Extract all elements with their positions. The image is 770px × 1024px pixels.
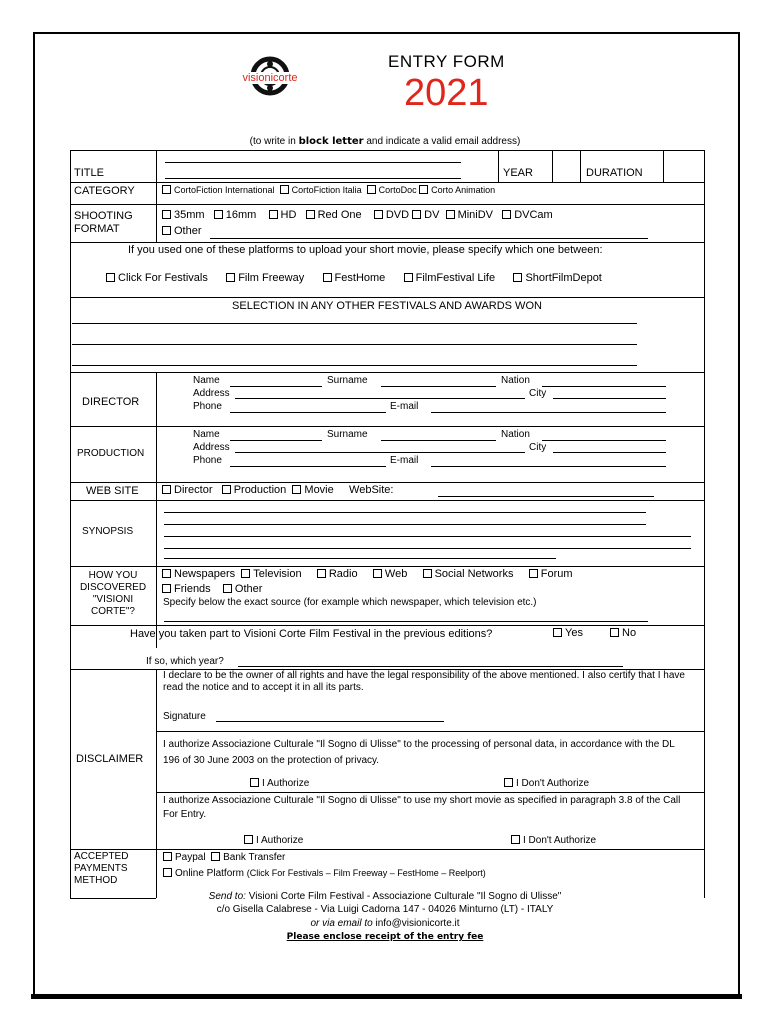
checkbox-icon [529,569,538,578]
checkbox-icon [214,210,223,219]
table-rule [704,150,705,898]
production-label: PRODUCTION [77,448,145,459]
phone-label: Phone [193,401,222,412]
table-rule [70,150,71,898]
festival-logo [230,52,310,106]
website-label: WEB SITE [86,485,139,497]
table-rule [70,372,704,373]
source-option[interactable]: Other [223,583,263,595]
surname-label: Surname [327,375,368,386]
checkbox-icon [504,778,513,787]
production-surname-field[interactable] [381,440,496,441]
movie-dont-authorize-option[interactable]: I Don't Authorize [511,835,596,846]
director-address-field[interactable] [235,398,525,399]
table-rule [156,150,157,242]
production-address-field[interactable] [235,452,525,453]
table-rule [70,566,704,567]
which-year-label: If so, which year? [146,656,224,667]
address-label: Address [193,442,230,453]
checkbox-icon [373,569,382,578]
checkbox-icon [323,273,332,282]
table-rule [70,849,704,850]
checkbox-icon [162,569,171,578]
selection-heading: SELECTION IN ANY OTHER FESTIVALS AND AWARDS WON [232,300,542,312]
checkbox-icon [269,210,278,219]
checkbox-icon [162,210,171,219]
website-field-label: WebSite: [349,484,394,496]
table-rule [580,150,581,182]
checkbox-icon [163,868,172,877]
director-nation-field[interactable] [542,386,666,387]
table-rule [70,204,704,205]
selection-line[interactable] [72,323,637,324]
duration-label: DURATION [586,167,643,179]
checkbox-icon [404,273,413,282]
production-nation-field[interactable] [542,440,666,441]
table-rule [70,242,704,243]
table-rule [156,372,157,648]
privacy-dont-authorize-option[interactable]: I Don't Authorize [504,778,589,789]
which-year-field[interactable] [238,666,623,667]
email-label: E-mail [390,401,419,412]
checkbox-icon [511,835,520,844]
payments-label: ACCEPTED PAYMENTS METHOD [74,851,129,886]
logo-text: visionicorte [242,72,298,84]
platform-option[interactable]: FilmFestival Life [404,272,495,284]
source-field[interactable] [164,621,648,622]
selection-line[interactable] [72,344,637,345]
checkbox-icon [412,210,421,219]
director-surname-field[interactable] [381,386,496,387]
director-city-field[interactable] [553,398,666,399]
production-name-field[interactable] [230,440,322,441]
selection-line[interactable] [72,365,637,366]
checkbox-icon [317,569,326,578]
shooting-format-label: SHOOTING FORMAT [74,210,133,235]
checkbox-icon [211,852,220,861]
title-field-line2[interactable] [165,178,461,179]
enclose-receipt: Please enclose receipt of the entry fee [286,932,484,942]
category-option[interactable]: CortoDoc [367,185,417,195]
checkbox-icon [446,210,455,219]
director-label: DIRECTOR [82,396,140,408]
source-option[interactable]: Forum [529,568,573,580]
format-option[interactable]: Red One [306,209,362,221]
source-option[interactable]: Friends [162,583,211,595]
category-label: CATEGORY [74,185,135,197]
category-option[interactable]: CortoFiction Italia [280,185,362,195]
format-option[interactable]: MiniDV [446,209,493,221]
director-phone-field[interactable] [230,412,386,413]
checkbox-icon [553,628,562,637]
synopsis-line[interactable] [164,536,691,537]
synopsis-line[interactable] [164,524,646,525]
category-option[interactable]: CortoFiction International [162,185,275,195]
signature-field[interactable] [216,721,444,722]
checkbox-icon [250,778,259,787]
table-rule [70,482,704,483]
checkbox-icon [502,210,511,219]
director-name-field[interactable] [230,386,322,387]
no-option[interactable]: No [610,627,636,639]
table-rule [498,150,499,182]
disclaimer-label: DISCLAIMER [76,753,144,765]
table-rule [156,731,704,732]
synopsis-label: SYNOPSIS [82,526,134,537]
source-option[interactable]: Television [241,568,301,580]
synopsis-line[interactable] [164,548,691,549]
synopsis-line[interactable] [164,558,556,559]
table-rule [70,150,704,151]
checkbox-icon [367,185,376,194]
platform-option[interactable]: Click For Festivals [106,272,208,284]
format-option[interactable]: 35mm [162,209,205,221]
privacy-authorize-option[interactable]: I Authorize [250,778,309,789]
checkbox-icon [106,273,115,282]
checkbox-icon [292,485,301,494]
checkbox-icon [162,185,171,194]
title-field-line1[interactable] [165,162,461,163]
platform-option[interactable]: FestHome [323,272,386,284]
nation-label: Nation [501,429,530,440]
table-rule [70,625,704,626]
web-option[interactable]: Director [162,484,213,496]
format-option[interactable]: DV [412,209,439,221]
synopsis-line[interactable] [164,512,646,513]
table-rule [156,792,704,793]
paypal-option[interactable]: Paypal [163,852,206,863]
online-platform-option[interactable]: Online Platform (Click For Festivals – Film Freeway – FestHome – Reelport) [163,868,486,879]
website-field[interactable] [438,496,654,497]
signature-label: Signature [163,711,206,722]
declaration-text: I declare to be the owner of all rights and have the legal responsibility of the above mentioned. I also certify that I have read the notice and to accept it in all its parts. [163,670,685,693]
checkbox-icon [610,628,619,637]
checkbox-icon [226,273,235,282]
platform-question: If you used one of these platforms to upload your short movie, please specify which one between: [128,244,603,256]
checkbox-icon [513,273,522,282]
form-title: ENTRY FORM [388,52,505,71]
title-label: TITLE [74,167,104,179]
name-label: Name [193,375,220,386]
production-phone-field[interactable] [230,466,386,467]
format-option[interactable]: HD [269,209,297,221]
director-email-field[interactable] [431,412,666,413]
bank-transfer-option[interactable]: Bank Transfer [211,852,285,863]
table-rule [552,150,553,182]
checkbox-icon [306,210,315,219]
address-label: Address [193,388,230,399]
source-option[interactable]: Radio [317,568,358,580]
table-rule [156,669,157,898]
city-label: City [529,442,547,453]
table-rule [70,426,704,427]
yes-option[interactable]: Yes [553,627,583,639]
table-rule [663,150,664,182]
checkbox-icon [162,584,171,593]
source-option[interactable]: Social Networks [423,568,514,580]
movie-authorization-text: I authorize Associazione Culturale "Il Sogno di Ulisse" to use my short movie as specified in paragraph 3.8 of the Call For Entry. [163,795,681,820]
checkbox-icon [241,569,250,578]
checkbox-icon [374,210,383,219]
movie-authorize-option[interactable]: I Authorize [244,835,303,846]
send-to-line2: c/o Gisella Calabrese - Via Luigi Cadorna 147 - 04026 Minturno (LT) - ITALY [216,904,554,915]
production-city-field[interactable] [553,452,666,453]
name-label: Name [193,429,220,440]
email-line: or via email to info@visionicorte.it [310,918,460,929]
year-label: YEAR [503,167,533,179]
privacy-authorization-text: I authorize Associazione Culturale "Il Sogno di Ulisse" to the processing of personal data, in accordance with the DL 196 of 30 June 2003 on the protection of privacy. [163,739,675,766]
city-label: City [529,388,547,399]
checkbox-icon [222,485,231,494]
email-label: E-mail [390,455,419,466]
form-year: 2021 [404,72,489,114]
checkbox-icon [162,485,171,494]
checkbox-icon [419,185,428,194]
bottom-rule [31,994,742,999]
source-option[interactable]: Newspapers [162,568,235,580]
table-rule [70,182,704,183]
nation-label: Nation [501,375,530,386]
checkbox-icon [163,852,172,861]
phone-label: Phone [193,455,222,466]
format-option[interactable]: DVCam [502,209,553,221]
category-option[interactable]: Corto Animation [419,185,495,195]
checkbox-icon [423,569,432,578]
format-option[interactable]: 16mm [214,209,257,221]
how-discovered-label: HOW YOU DISCOVERED "VISIONI CORTE"? [79,570,147,617]
web-option[interactable]: Production [222,484,287,496]
instruction: (to write in block letter and indicate a valid email address) [249,136,521,147]
checkbox-icon [280,185,289,194]
platform-option[interactable]: ShortFilmDepot [513,272,601,284]
checkbox-icon [244,835,253,844]
format-other-line[interactable] [210,238,648,239]
table-rule [70,500,704,501]
format-other[interactable]: Other [162,225,202,237]
web-option[interactable]: Movie [292,484,333,496]
previous-question: Have you taken part to Visioni Corte Film Festival in the previous editions? [130,628,493,640]
table-rule [70,297,704,298]
format-option[interactable]: DVD [374,209,409,221]
surname-label: Surname [327,429,368,440]
checkbox-icon [162,226,171,235]
source-specify: Specify below the exact source (for example which newspaper, which television etc.) [163,597,537,608]
source-option[interactable]: Web [373,568,407,580]
checkbox-icon [223,584,232,593]
send-to-line1: Send to: Visioni Corte Film Festival - Associazione Culturale "Il Sogno di Ulisse" [208,891,562,902]
production-email-field[interactable] [431,466,666,467]
platform-option[interactable]: Film Freeway [226,272,304,284]
